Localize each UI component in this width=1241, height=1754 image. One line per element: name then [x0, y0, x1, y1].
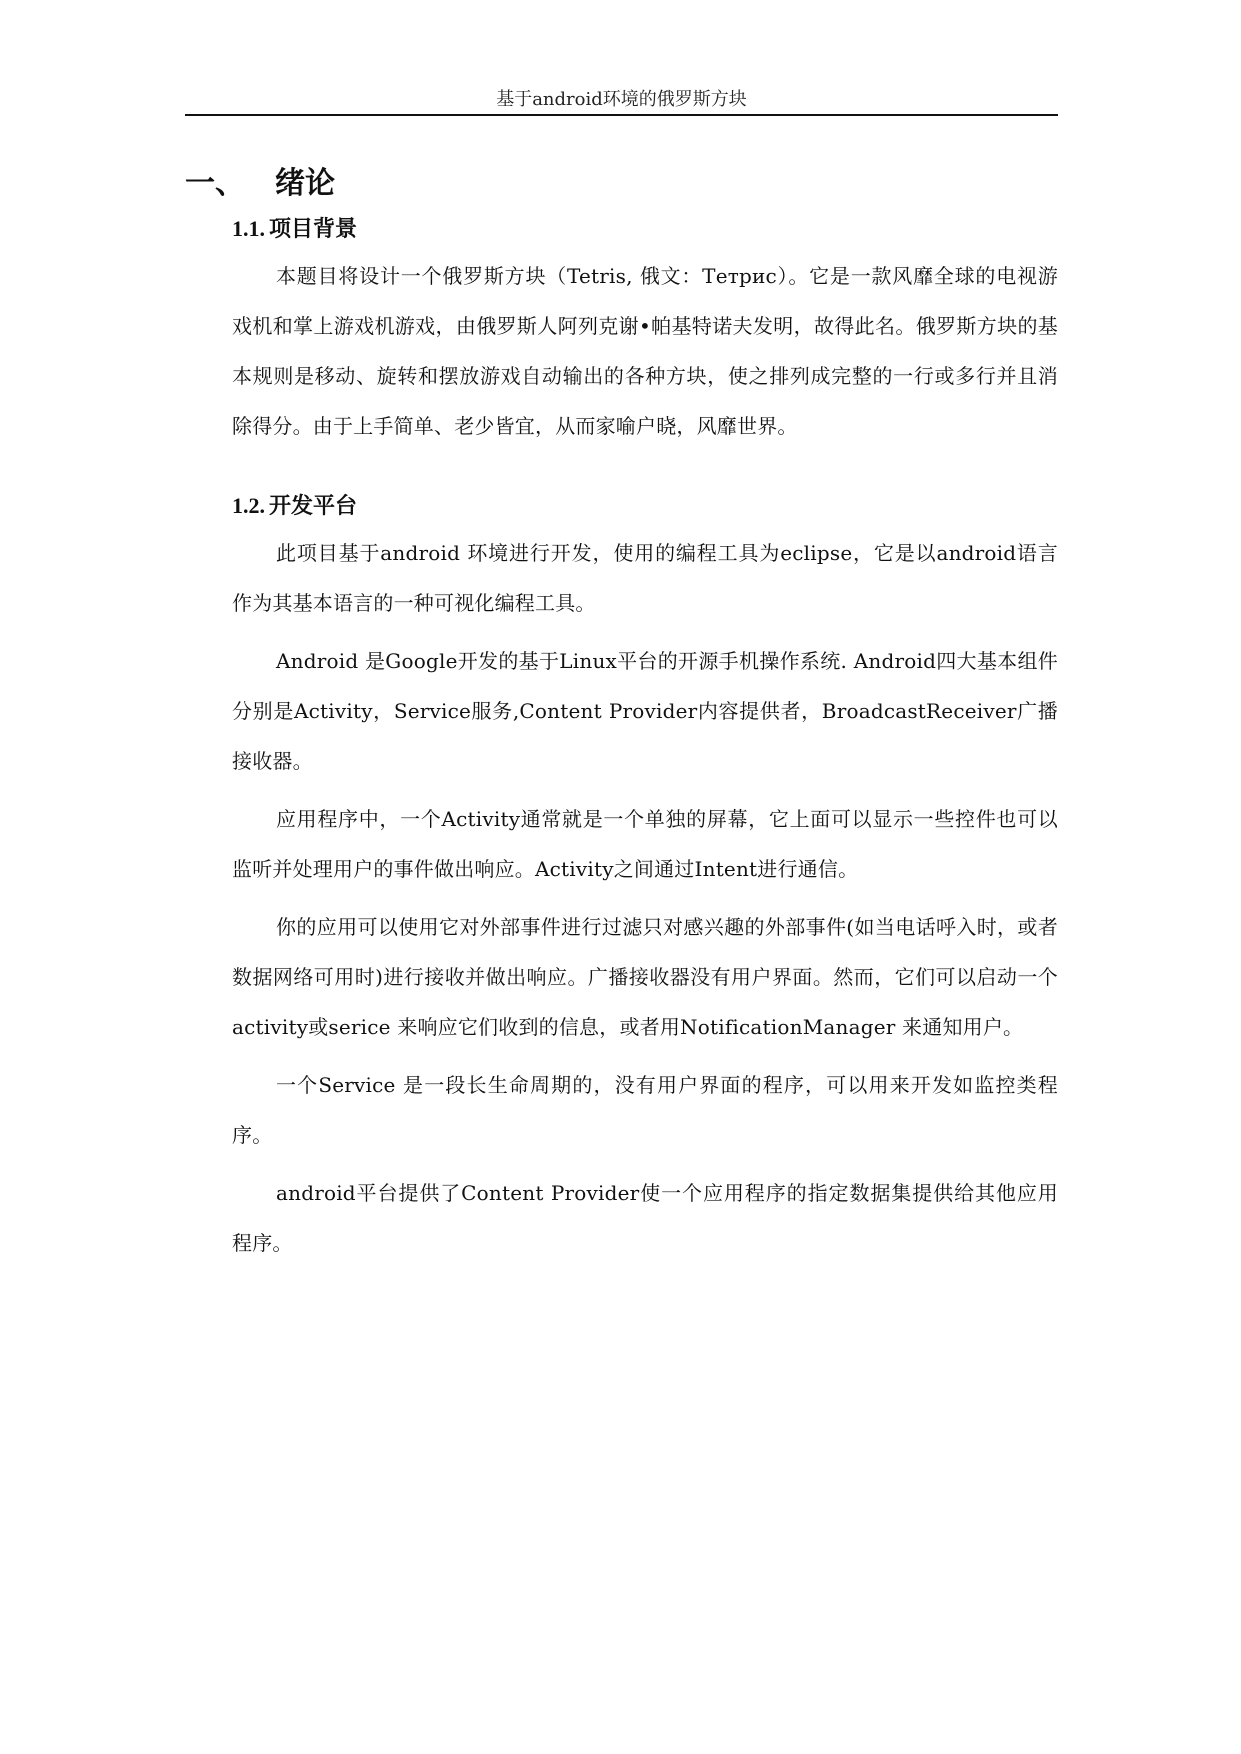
paragraph: android平台提供了Content Provider使一个应用程序的指定数据集提供给其他应用程序。: [232, 1181, 1058, 1255]
section-title-1-2: [232, 491, 1058, 522]
section-title-text: 开发平台: [269, 494, 358, 519]
page-content: [185, 160, 1058, 1268]
paragraph: 此项目基于android 环境进行开发，使用的编程工具为eclipse，它是以android语言作为其基本语言的一种可视化编程工具。: [232, 541, 1058, 615]
chapter-title-text: 绪论: [275, 166, 335, 201]
section-number: 1.2.: [232, 493, 265, 518]
running-header: 基于android环境的俄罗斯方块: [496, 89, 747, 110]
section-title-1-1: [232, 214, 1058, 245]
chapter-number: 一、: [185, 166, 245, 201]
section-spacer: [185, 451, 1058, 491]
paragraph: 应用程序中，一个Activity通常就是一个单独的屏幕，它上面可以显示一些控件也可以监听并处理用户的事件做出响应。Activity之间通过Intent进行通信。: [232, 807, 1058, 881]
paragraph: 一个Service 是一段长生命周期的，没有用户界面的程序，可以用来开发如监控类程序。: [232, 1073, 1058, 1147]
section-title-text: 项目背景: [269, 217, 358, 242]
paragraph: Android 是Google开发的基于Linux平台的开源手机操作系统. Android四大基本组件分别是Activity，Service服务,Content Provider内容提供者，BroadcastReceiver广播接收器。: [232, 649, 1058, 773]
section-number: 1.1.: [232, 216, 265, 241]
paragraph: 你的应用可以使用它对外部事件进行过滤只对感兴趣的外部事件(如当电话呼入时，或者数据网络可用时)进行接收并做出响应。广播接收器没有用户界面。然而，它们可以启动一个activity或serice 来响应它们收到的信息，或者用NotificationManager 来通知用户。: [232, 915, 1058, 1039]
header-rule: [185, 114, 1058, 116]
paragraph: 本题目将设计一个俄罗斯方块（Tetris, 俄文：Тетрис）。它是一款风靡全球的电视游戏机和掌上游戏机游戏，由俄罗斯人阿列克谢•帕基特诺夫发明，故得此名。俄罗斯方块的基本规则是移动、旋转和摆放游戏自动输出的各种方块，使之排列成完整的一行或多行并且消除得分。由于上手简单、老少皆宜，从而家喻户晓，风靡世界。: [232, 264, 1058, 438]
chapter-title: [185, 160, 1058, 200]
